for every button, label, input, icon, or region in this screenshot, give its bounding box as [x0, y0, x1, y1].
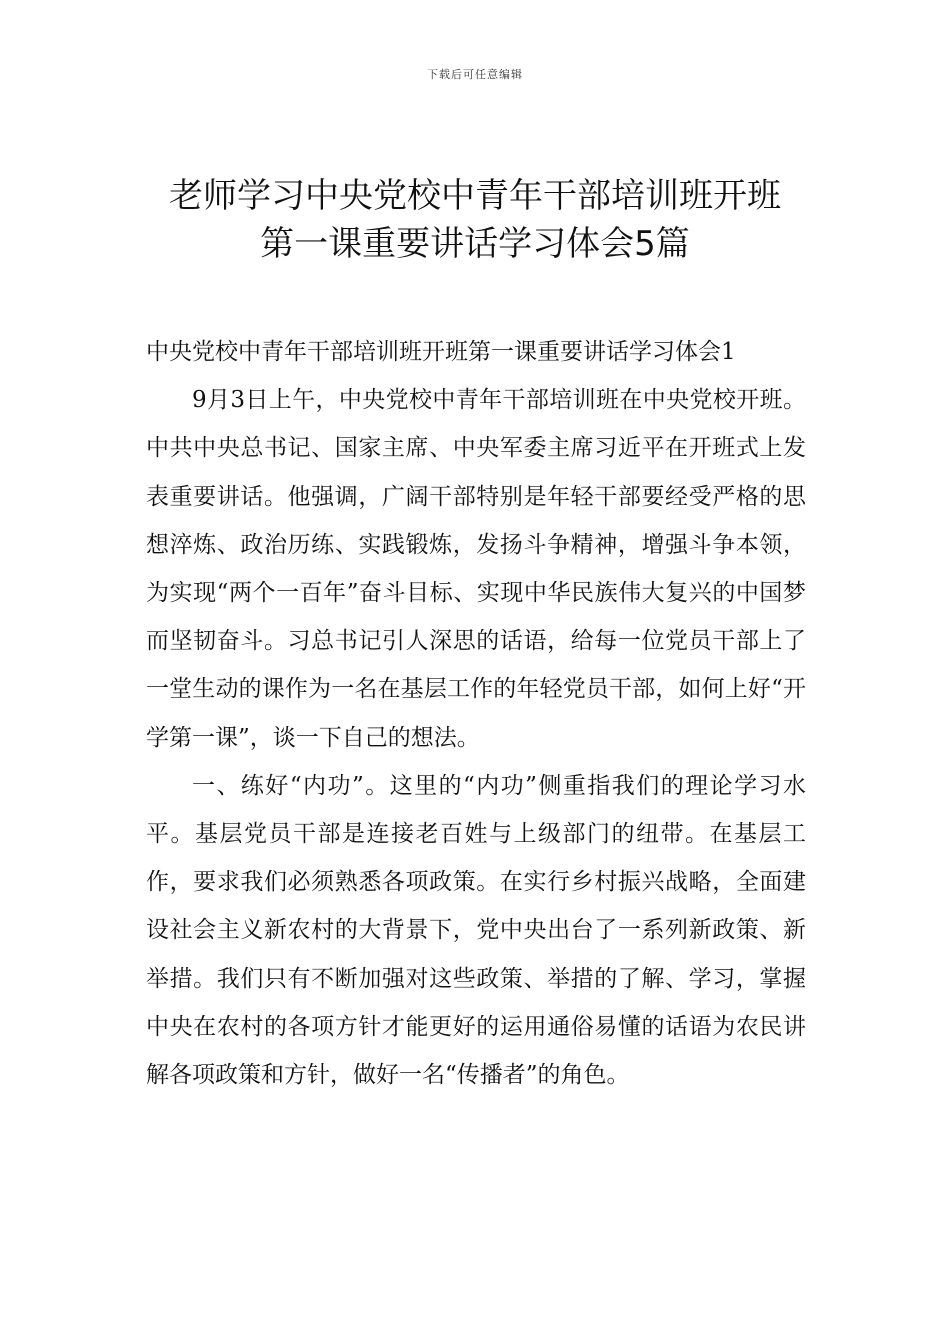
title-line-1: 老师学习中央党校中青年干部培训班开班: [169, 176, 781, 216]
header-note: 下载后可任意编辑: [427, 68, 523, 81]
paragraph-1: 9月3日上午，中央党校中青年干部培训班在中央党校开班。中共中央总书记、国家主席、中央军委主席习近平在开班式上发表重要讲话。他强调，广阔干部特别是年轻干部要经受严格的思想淬炼、政治历练、实践锻炼，发扬斗争精神，增强斗争本领，为实现“两个一百年”奋斗目标、实现中华民族伟大复兴的中国梦而坚韧奋斗。习总书记引人深思的话语，给每一位党员干部上了一堂生动的课作为一名在基层工作的年轻党员干部，如何上好“开学第一课”，谈一下自己的想法。: [146, 387, 806, 751]
document-title: [110, 172, 840, 268]
document-body: [146, 328, 806, 1099]
paragraph-2: 一、练好“内功”。这里的“内功”侧重指我们的理论学习水平。基层党员干部是连接老百姓与上级部门的纽带。在基层工作，要求我们必须熟悉各项政策。在实行乡村振兴战略，全面建设社会主义新农村的大背景下，党中央出台了一系列新政策、新举措。我们只有不断加强对这些政策、举措的了解、学习，掌握中央在农村的各项方针才能更好的运用通俗易懂的话语为农民讲解各项政策和方针，做好一名“传播者”的角色。: [146, 772, 806, 1089]
title-line-2: 第一课重要讲话学习体会5篇: [260, 224, 690, 264]
section-heading: 中央党校中青年干部培训班开班第一课重要讲话学习体会1: [146, 339, 736, 365]
